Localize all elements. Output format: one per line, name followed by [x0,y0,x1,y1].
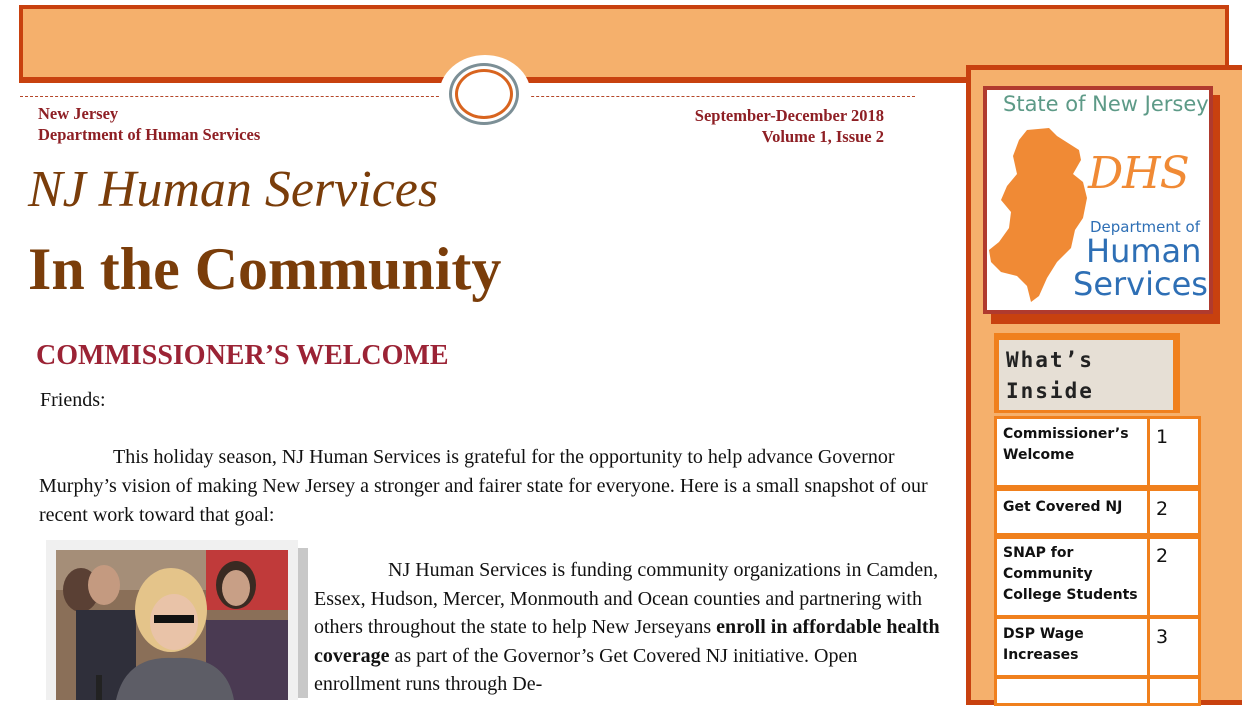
org-line-state: New Jersey [38,104,119,123]
paragraph-1-text: This holiday season, NJ Human Services is grateful for the opportunity to help advance Governor Murphy’s vision of making New Jersey a stronger and fairer state for everyone. Here is a small snapshot of our recent work toward that goal: [39,446,928,526]
commissioner-photo [56,550,288,700]
toc-label[interactable]: Commissioner’s Welcome [1003,426,1129,463]
toc-label[interactable]: Get Covered NJ [1003,499,1123,515]
salutation: Friends: [40,389,106,411]
toc-row[interactable] [994,676,1150,706]
logo-services-text: Services [1073,265,1208,303]
logo-state-text: State of New Jersey [1003,92,1209,116]
org-line-department: Department of Human Services [38,125,261,144]
article-paragraph-1 [39,443,954,530]
paragraph-2-text-end: as part of the Governor’s Get Covered NJ initiative. Open enrollment runs through De- [314,644,858,695]
issue-info [695,105,884,147]
newsletter-title: NJ Human Services [28,161,439,218]
photo-shadow [298,548,308,698]
toc-page: 2 [1156,545,1169,567]
toc-label[interactable]: DSP Wage Increases [1003,626,1084,663]
issue-date: September-December 2018 [694,106,884,125]
paragraph-2-text: NJ Human Services is funding community organizations in Camden, Essex, Hudson, Mercer, Monmouth and Ocean counties and partnering with others throughout the state to help New Jerseyans [314,559,939,638]
org-name [38,103,260,145]
article-heading: COMMISSIONER’S WELCOME [36,340,449,371]
toc-label[interactable]: SNAP for Community College Students [1003,545,1138,603]
photo-illustration [56,550,288,700]
logo-human-text: Human [1086,232,1202,270]
logo-dept-text: Department of [1090,218,1200,236]
newsletter-subtitle: In the Community [28,236,502,302]
article-paragraph-2 [314,556,946,699]
toc-page: 2 [1156,498,1169,520]
logo-dhs-text: DHS [1088,148,1189,199]
issue-volume: Volume 1, Issue 2 [761,127,884,146]
toc-page: 1 [1156,426,1169,448]
toc-page: 3 [1156,626,1169,648]
toc-page-cell [1147,676,1201,706]
paragraph-2-highlight: enroll in affordable health coverage [314,616,940,667]
emblem-inner-ring [455,69,513,119]
whats-inside-title: What’s Inside [1006,348,1094,403]
